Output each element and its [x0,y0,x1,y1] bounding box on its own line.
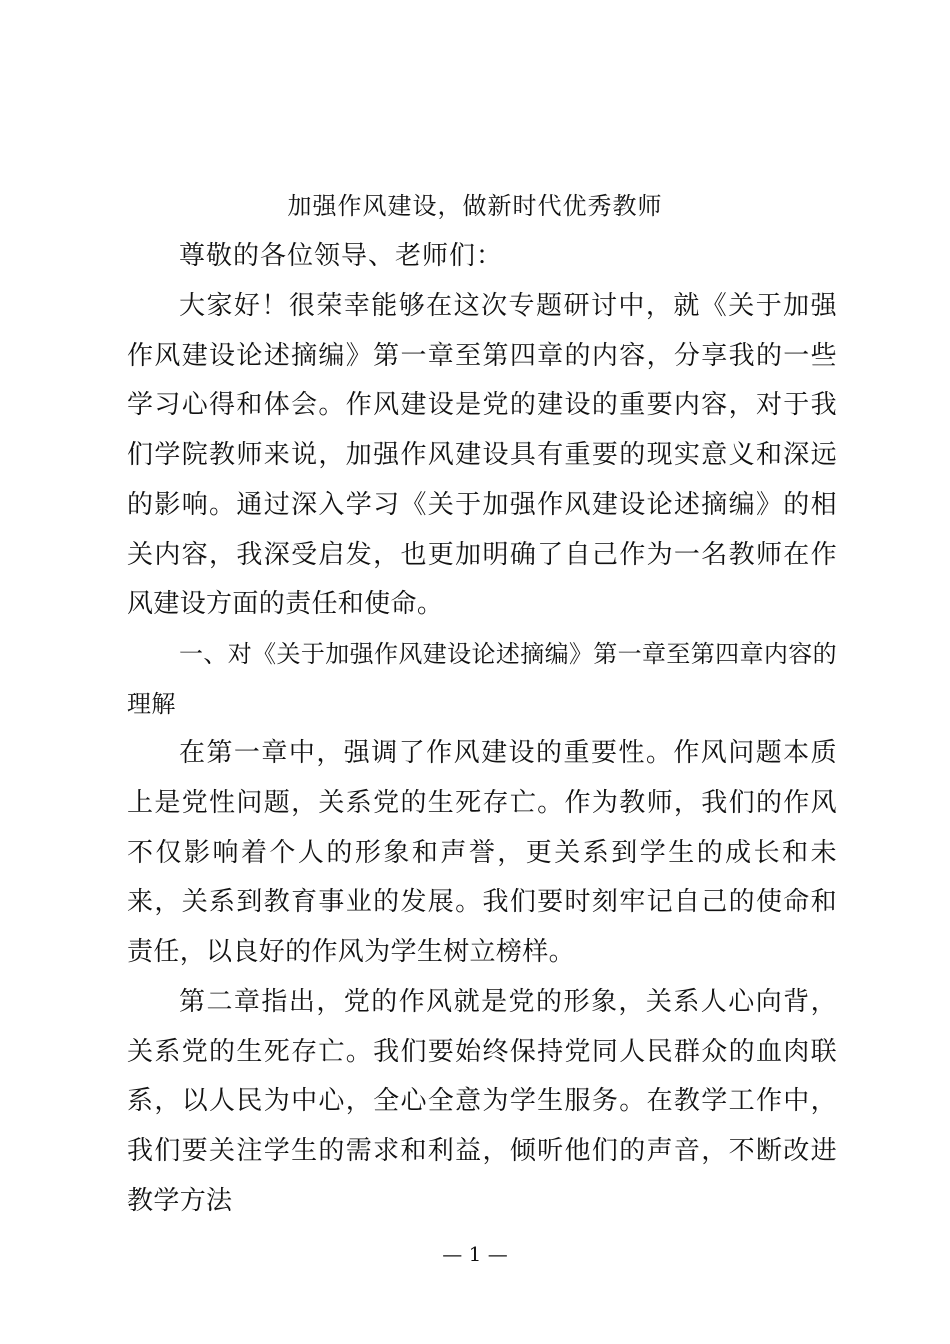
section-heading: 一、对《关于加强作风建设论述摘编》第一章至第四章内容的理解 [127,639,837,718]
page-number: — 1 — [442,1242,508,1266]
paragraph-chapter-two: 第二章指出，党的作风就是党的形象，关系人心向背，关系党的生死存亡。我们要始终保持党同人民群众的血肉联系，以人民为中心，全心全意为学生服务。在教学工作中，我们要关注学生的需求和利益，倾听他们的声音，不断改进教学方法 [127,986,837,1216]
paragraph-intro: 大家好！很荣幸能够在这次专题研讨中，就《关于加强作风建设论述摘编》第一章至第四章的内容，分享我的一些学习心得和体会。作风建设是党的建设的重要内容，对于我们学院教师来说，加强作风建设具有重要的现实意义和深远的影响。通过深入学习《关于加强作风建设论述摘编》的相关内容，我深受启发，也更加明确了自己作为一名教师在作风建设方面的责任和使命。 [127,291,837,620]
paragraph-chapter-one: 在第一章中，强调了作风建设的重要性。作风问题本质上是党性问题，关系党的生死存亡。作为教师，我们的作风不仅影响着个人的形象和声誉，更关系到学生的成长和未来，关系到教育事业的发展。我们要时刻牢记自己的使命和责任，以良好的作风为学生树立榜样。 [127,738,837,968]
document-body [127,282,837,1226]
document-title: 加强作风建设，做新时代优秀教师 [287,192,663,220]
greeting: 尊敬的各位领导、老师们： [179,241,504,271]
